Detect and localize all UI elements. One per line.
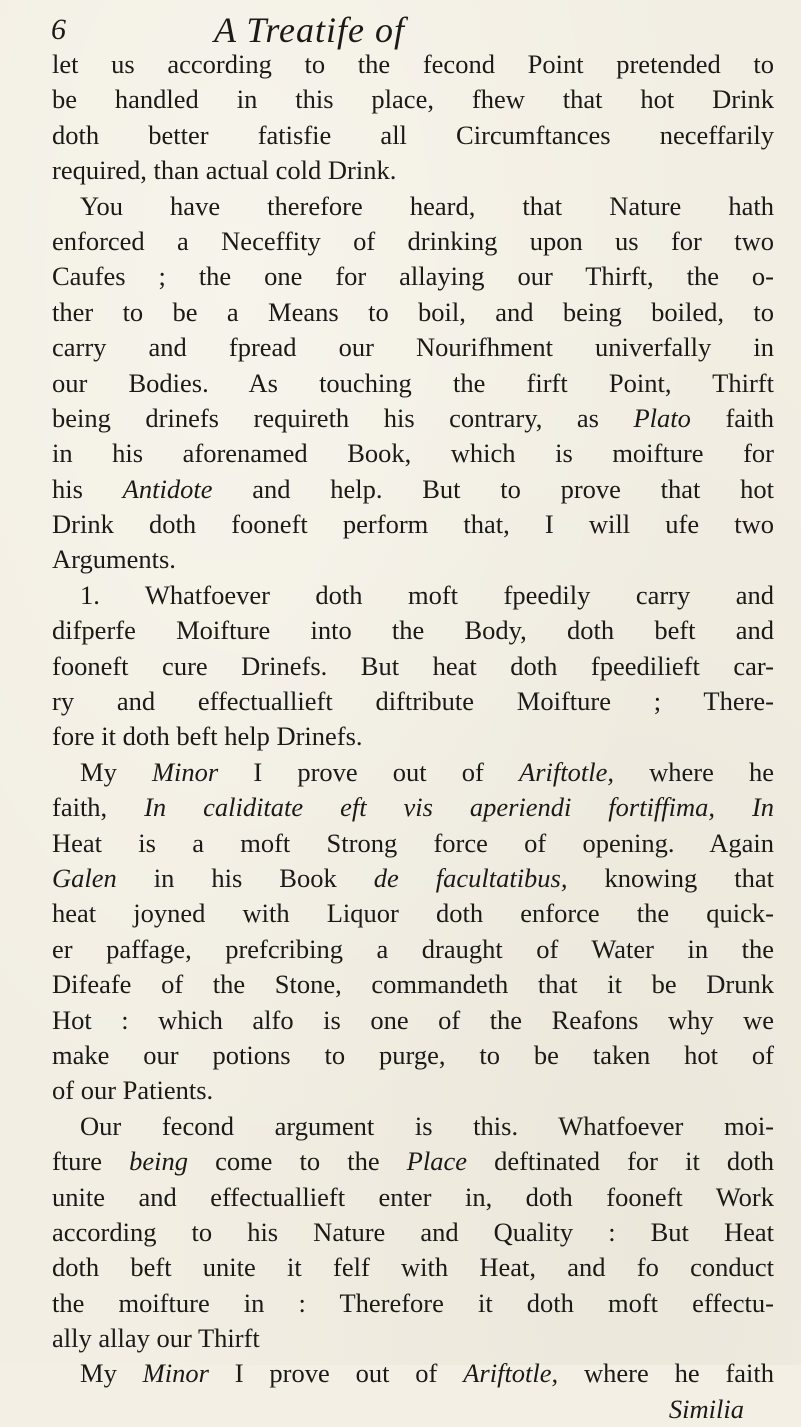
word: deftinated <box>494 1146 628 1177</box>
text-line: Caufes ; the one for allaying our Thirft, the o- <box>52 261 774 292</box>
text-line: carry and fpread our Nourifhment univerfally in <box>52 332 774 363</box>
word: caliditate <box>203 792 341 823</box>
word: his <box>383 402 450 433</box>
word: for <box>627 1146 686 1177</box>
word: prove <box>269 1358 356 1389</box>
body-text <box>52 47 774 1427</box>
text-line: Heat is a moft Strong force of opening. Again <box>52 827 774 858</box>
word: vis <box>403 792 470 823</box>
text-line: You have therefore heard, that Nature hath <box>80 190 774 221</box>
text-line: heat joyned with Liquor doth enforce the quick- <box>52 898 774 929</box>
text-line: ally allay our Thirft <box>52 1323 260 1354</box>
word: Galen <box>52 862 154 893</box>
text-line: fooneft cure Drinefs. But heat doth fpeedilieft car- <box>52 650 774 681</box>
text-line: make our potions to purge, to be taken hot of <box>52 1039 774 1070</box>
text-line: let us according to the fecond Point pretended to <box>52 49 774 79</box>
word: My <box>80 756 152 787</box>
running-head-title: A Treatife of <box>214 10 406 50</box>
text-line: Arguments. <box>52 544 176 575</box>
text-line: Difeafe of the Stone, commandeth that it be Drunk <box>52 969 774 1000</box>
word: In <box>751 792 774 823</box>
word: in <box>153 862 212 893</box>
text-line: unite and effectuallieft enter in, doth fooneft Work <box>52 1181 774 1212</box>
word: aperiendi <box>469 792 609 823</box>
word: of <box>415 1358 464 1389</box>
word: come <box>215 1146 300 1177</box>
word: of <box>461 756 520 787</box>
word: prove <box>297 756 393 787</box>
word: out <box>355 1358 416 1389</box>
word: being <box>129 1146 216 1177</box>
word: My <box>80 1358 143 1389</box>
text-line: doth better fatisfie all Circumftances neceffarily <box>52 119 774 150</box>
text-line <box>52 861 774 896</box>
word: faith <box>725 402 774 433</box>
text-line: the moifture in : Therefore it doth moft effectu- <box>52 1287 774 1318</box>
word: where <box>649 756 749 787</box>
word: I <box>234 1358 270 1389</box>
page-number: 6 <box>51 13 66 46</box>
text-line: of our Patients. <box>52 1075 214 1106</box>
word: hot <box>740 473 774 504</box>
word: that <box>660 473 741 504</box>
word: I <box>253 756 298 787</box>
word: knowing <box>604 862 735 893</box>
word: doth <box>726 1146 774 1177</box>
word: Plato <box>633 402 726 433</box>
word: Book <box>279 862 374 893</box>
word: In <box>144 792 204 823</box>
text-line: er paffage, prefcribing a draught of Water in the <box>52 933 774 964</box>
text-line: Hot : which alfo is one of the Reafons why we <box>52 1004 774 1035</box>
text-line <box>52 755 774 790</box>
word: help. <box>330 473 423 504</box>
word: Minor <box>142 1358 235 1389</box>
word: contrary, <box>449 402 577 433</box>
word: to <box>299 1146 348 1177</box>
text-line <box>52 401 774 436</box>
text-line <box>52 1356 774 1391</box>
text-line: required, than actual cold Drink. <box>52 155 397 186</box>
word: he <box>748 756 774 787</box>
word: prove <box>560 473 661 504</box>
word: fortiffima, <box>608 792 752 823</box>
word: But <box>422 473 501 504</box>
word: drinefs <box>145 402 254 433</box>
word: it <box>685 1146 727 1177</box>
word: facultatibus, <box>435 862 605 893</box>
word: he <box>674 1358 726 1389</box>
word: Minor <box>151 756 254 787</box>
word: being <box>52 402 146 433</box>
text-line: 1. Whatfoever doth moft fpeedily carry and <box>80 579 774 610</box>
text-line: Drink doth fooneft perform that, I will ufe two <box>52 509 774 540</box>
text-line: in his aforenamed Book, which is moifture for <box>52 438 774 469</box>
word: Place <box>406 1146 495 1177</box>
text-line: our Bodies. As touching the firft Point, Thirft <box>52 367 774 398</box>
text-line <box>52 1144 774 1179</box>
word: the <box>347 1146 407 1177</box>
word: requireth <box>253 402 384 433</box>
text-line <box>52 790 774 825</box>
word: that <box>734 862 774 893</box>
word: Ariftotle, <box>519 756 650 787</box>
word: his <box>52 473 123 504</box>
word: faith <box>725 1358 774 1389</box>
word: eft <box>340 792 404 823</box>
text-line: enforced a Neceffity of drinking upon us for two <box>52 225 774 256</box>
word: de <box>373 862 436 893</box>
word: where <box>584 1358 675 1389</box>
text-line: according to his Nature and Quality : But Heat <box>52 1216 774 1247</box>
text-line: Our fecond argument is this. Whatfoever moi- <box>80 1110 774 1141</box>
text-line: ry and effectuallieft diftribute Moifture ; There- <box>52 686 774 717</box>
text-line: difperfe Moifture into the Body, doth beft and <box>52 615 774 646</box>
word: out <box>392 756 462 787</box>
word: to <box>500 473 561 504</box>
word: faith, <box>52 792 145 823</box>
text-line: fore it doth beft help Drinefs. <box>52 721 363 752</box>
word: Ariftotle, <box>463 1358 585 1389</box>
text-line <box>52 472 774 507</box>
word: Antidote <box>122 473 253 504</box>
word: and <box>252 473 331 504</box>
text-line: be handled in this place, fhew that hot Drink <box>52 84 774 115</box>
word: his <box>211 862 280 893</box>
word: as <box>576 402 634 433</box>
catchword: Similia <box>668 1393 744 1424</box>
word: fture <box>52 1146 130 1177</box>
text-line: doth beft unite it felf with Heat, and fo conduct <box>52 1252 774 1283</box>
text-line: ther to be a Means to boil, and being boiled, to <box>52 296 774 327</box>
